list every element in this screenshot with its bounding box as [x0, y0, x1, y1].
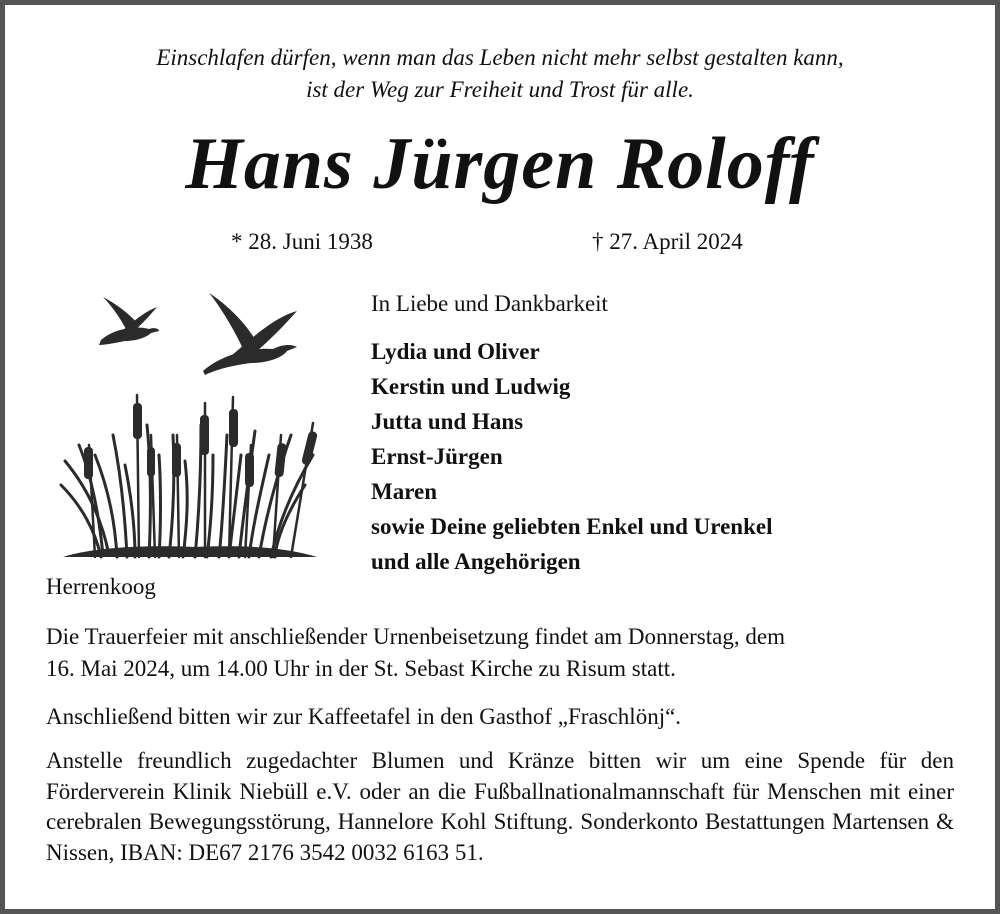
quote-line-1: Einschlafen dürfen, wenn man das Leben nicht mehr selbst gestalten kann,: [156, 45, 844, 70]
quote-line-2: ist der Weg zur Freiheit und Trost für alle.: [306, 77, 694, 102]
ceremony-line-2: 16. Mai 2024, um 14.00 Uhr in der St. Sebast Kirche zu Risum statt.: [46, 656, 676, 681]
ceremony-line-1: Die Trauerfeier mit anschließender Urnenbeisetzung findet am Donnerstag, dem: [46, 624, 785, 649]
mourner-line: Lydia und Oliver: [371, 339, 540, 364]
mourner-line: und alle Angehörigen: [371, 549, 581, 574]
mourner-line: Kerstin und Ludwig: [371, 374, 571, 399]
ducks-reeds-illustration: [55, 285, 335, 570]
birth-date: * 28. Juni 1938: [231, 229, 373, 254]
mourner-line: sowie Deine geliebten Enkel und Urenkel: [371, 514, 773, 539]
mourner-line: Maren: [371, 479, 438, 504]
deceased-name: Hans Jürgen Roloff: [185, 123, 815, 205]
death-date: † 27. April 2024: [592, 229, 743, 254]
duck-small-icon: [99, 297, 159, 345]
duck-large-icon: [203, 293, 297, 375]
dedication-text: In Liebe und Dankbarkeit: [371, 291, 608, 316]
reception-text: Anschließend bitten wir zur Kaffeetafel in den Gasthof „Fraschlönj“.: [46, 704, 682, 729]
mourner-line: Jutta und Hans: [371, 409, 524, 434]
donation-text: Anstelle freundlich zugedachter Blumen und Kränze bitten wir um eine Spende für den Förderverein Klinik Niebüll e.V. oder an die Fußballnationalmannschaft für Menschen mit einer cerebralen Bewegungsstörung, Hannelore Kohl Stiftung. Sonderkonto Bestattungen Martensen & Nissen, IBAN: DE67 2176 3542 0032 6163 51.: [46, 748, 954, 865]
reeds-icon: [61, 395, 313, 557]
mourner-line: Ernst-Jürgen: [371, 444, 503, 469]
place-name: Herrenkoog: [46, 574, 156, 599]
